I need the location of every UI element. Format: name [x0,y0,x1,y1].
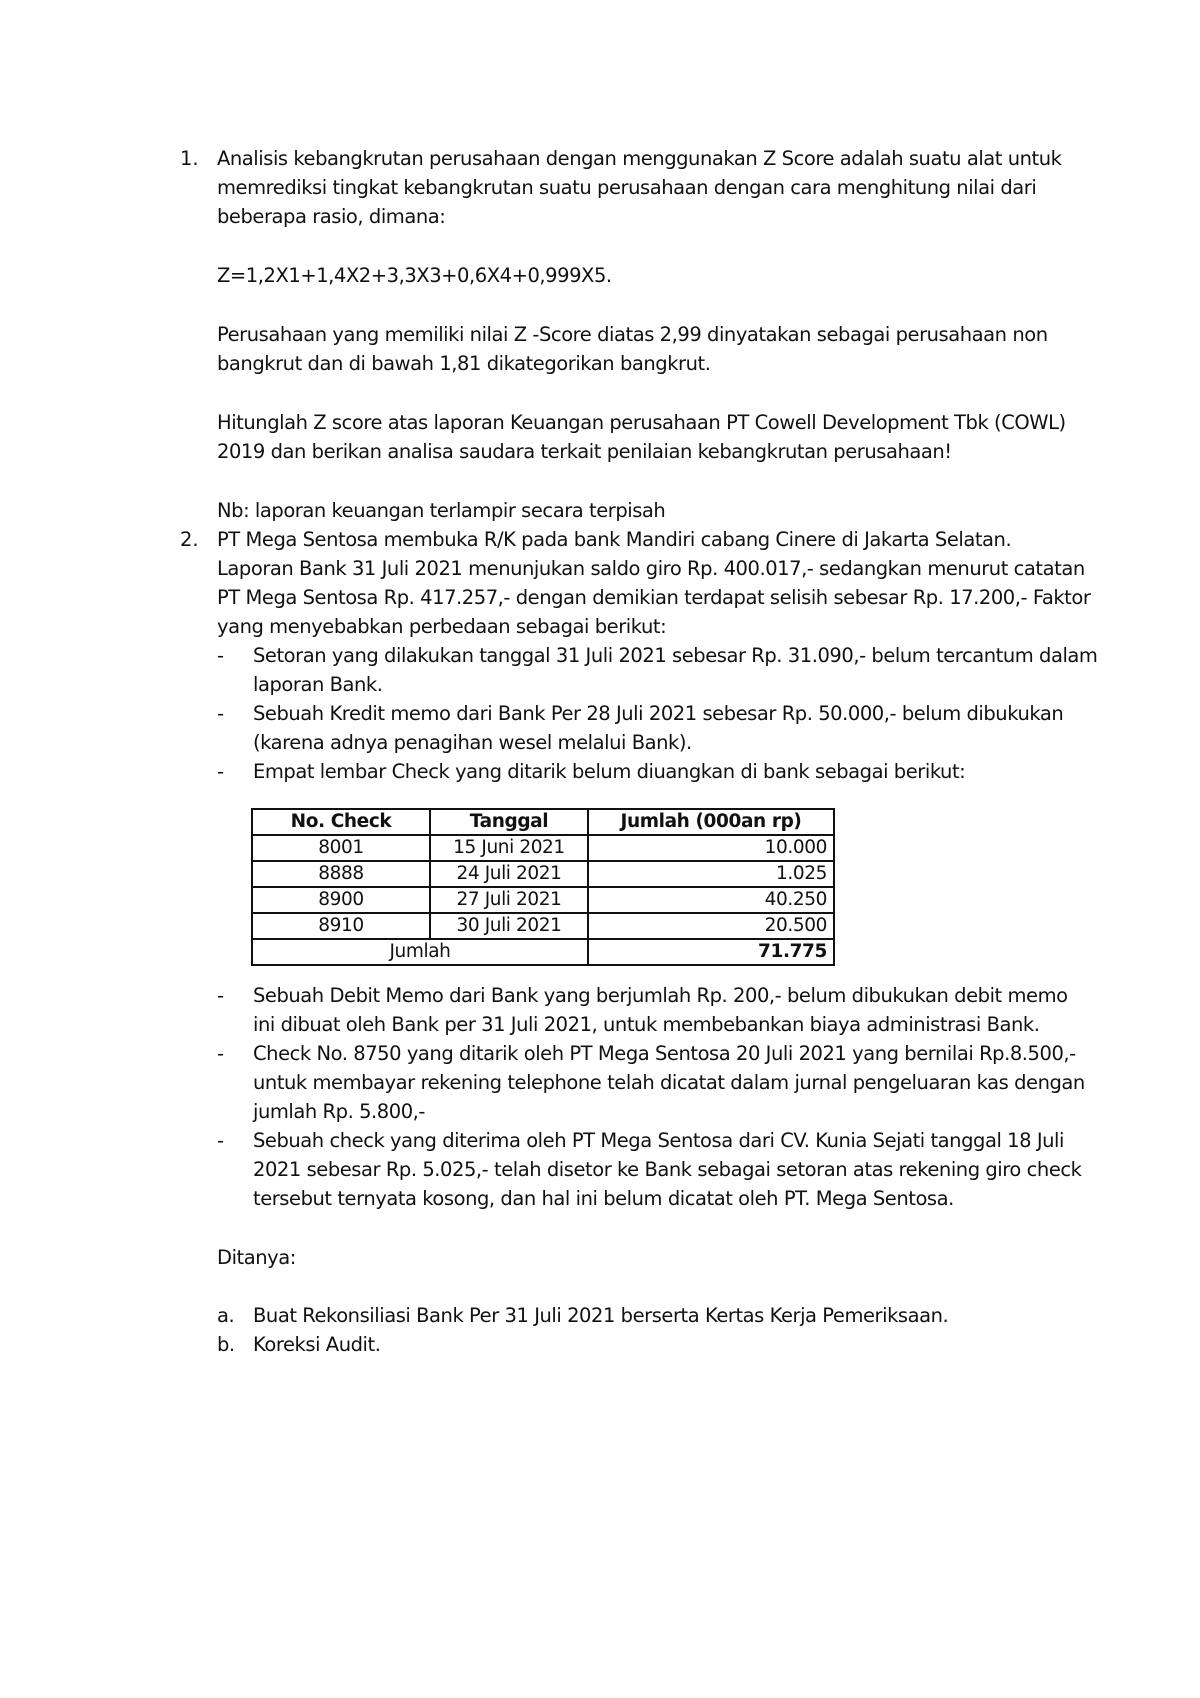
bullet-line: ini dibuat oleh Bank per 31 Juli 2021, untuk membebankan biaya administrasi Bank. [253,1013,1040,1036]
bullet-line: laporan Bank. [253,673,383,696]
bullet-dash: - [217,702,225,725]
q2-number: 2. [180,528,199,551]
cell-check-no: 8910 [252,913,430,939]
table-row [252,913,834,939]
cell-amount: 20.500 [588,913,834,939]
bullet-line: 2021 sebesar Rp. 5.025,- telah disetor ke Bank sebagai setoran atas rekening giro check [253,1158,1082,1181]
table-row [252,887,834,913]
cell-amount: 40.250 [588,887,834,913]
bullet-dash: - [217,644,225,667]
cell-amount: 1.025 [588,861,834,887]
q1-line: memrediksi tingkat kebangkrutan suatu perusahaan dengan cara menghitung nilai dari [217,176,1037,199]
table-header-row [252,809,834,835]
bullet-line: Sebuah Debit Memo dari Bank yang berjumlah Rp. 200,- belum dibukukan debit memo [253,984,1068,1007]
bullet-line: Sebuah check yang diterima oleh PT Mega Sentosa dari CV. Kunia Sejati tanggal 18 Juli [253,1129,1064,1152]
q1-criteria-line: Perusahaan yang memiliki nilai Z -Score diatas 2,99 dinyatakan sebagai perusahaan non [217,323,1048,346]
cell-date: 30 Juli 2021 [430,913,588,939]
cell-date: 24 Juli 2021 [430,861,588,887]
cell-check-no: 8900 [252,887,430,913]
cell-check-no: 8888 [252,861,430,887]
total-label: Jumlah [252,939,588,965]
bullet-line: Setoran yang dilakukan tanggal 31 Juli 2021 sebesar Rp. 31.090,- belum tercantum dalam [253,644,1098,667]
q2-intro-line: PT Mega Sentosa Rp. 417.257,- dengan demikian terdapat selisih sebesar Rp. 17.200,- Faktor [217,586,1091,609]
bullet-line: Empat lembar Check yang ditarik belum diuangkan di bank sebagai berikut: [253,760,966,783]
question-label: Ditanya: [217,1246,296,1269]
bullet-dash: - [217,760,225,783]
q1-task-line: 2019 dan berikan analisa saudara terkait penilaian kebangkrutan perusahaan! [217,440,952,463]
q1-line: beberapa rasio, dimana: [217,205,446,228]
bullet-dash: - [217,984,225,1007]
q1-line: Analisis kebangkrutan perusahaan dengan menggunakan Z Score adalah suatu alat untuk [217,147,1062,170]
bullet-dash: - [217,1129,225,1152]
q2-intro-line: PT Mega Sentosa membuka R/K pada bank Mandiri cabang Cinere di Jakarta Selatan. [217,528,1012,551]
q1-task-line: Hitunglah Z score atas laporan Keuangan perusahaan PT Cowell Development Tbk (COWL) [217,411,1066,434]
table-total-row [252,939,834,965]
table-row [252,861,834,887]
question-letter: b. [217,1333,235,1356]
bullet-line: Sebuah Kredit memo dari Bank Per 28 Juli 2021 sebesar Rp. 50.000,- belum dibukukan [253,702,1064,725]
bullet-line: tersebut ternyata kosong, dan hal ini belum dicatat oleh PT. Mega Sentosa. [253,1187,954,1210]
q2-intro-line: Laporan Bank 31 Juli 2021 menunjukan saldo giro Rp. 400.017,- sedangkan menurut catatan [217,557,1085,580]
q1-note: Nb: laporan keuangan terlampir secara terpisah [217,499,666,522]
table-row [252,835,834,861]
total-value: 71.775 [588,939,834,965]
q1-criteria-line: bangkrut dan di bawah 1,81 dikategorikan bangkrut. [217,352,711,375]
bullet-line: (karena adnya penagihan wesel melalui Bank). [253,731,692,754]
bullet-line: untuk membayar rekening telephone telah dicatat dalam jurnal pengeluaran kas dengan [253,1071,1085,1094]
header-no-check: No. Check [252,809,430,835]
header-tanggal: Tanggal [430,809,588,835]
cell-date: 15 Juni 2021 [430,835,588,861]
cell-check-no: 8001 [252,835,430,861]
q1-number: 1. [180,147,199,170]
checks-table [251,808,835,966]
cell-date: 27 Juli 2021 [430,887,588,913]
question-text: Buat Rekonsiliasi Bank Per 31 Juli 2021 berserta Kertas Kerja Pemeriksaan. [253,1304,949,1327]
bullet-line: Check No. 8750 yang ditarik oleh PT Mega Sentosa 20 Juli 2021 yang bernilai Rp.8.500,- [253,1042,1076,1065]
question-text: Koreksi Audit. [253,1333,381,1356]
header-jumlah: Jumlah (000an rp) [588,809,834,835]
q1-formula: Z=1,2X1+1,4X2+3,3X3+0,6X4+0,999X5. [217,264,612,287]
cell-amount: 10.000 [588,835,834,861]
question-letter: a. [217,1304,235,1327]
bullet-dash: - [217,1042,225,1065]
q2-intro-line: yang menyebabkan perbedaan sebagai berikut: [217,615,667,638]
bullet-line: jumlah Rp. 5.800,- [253,1100,425,1123]
